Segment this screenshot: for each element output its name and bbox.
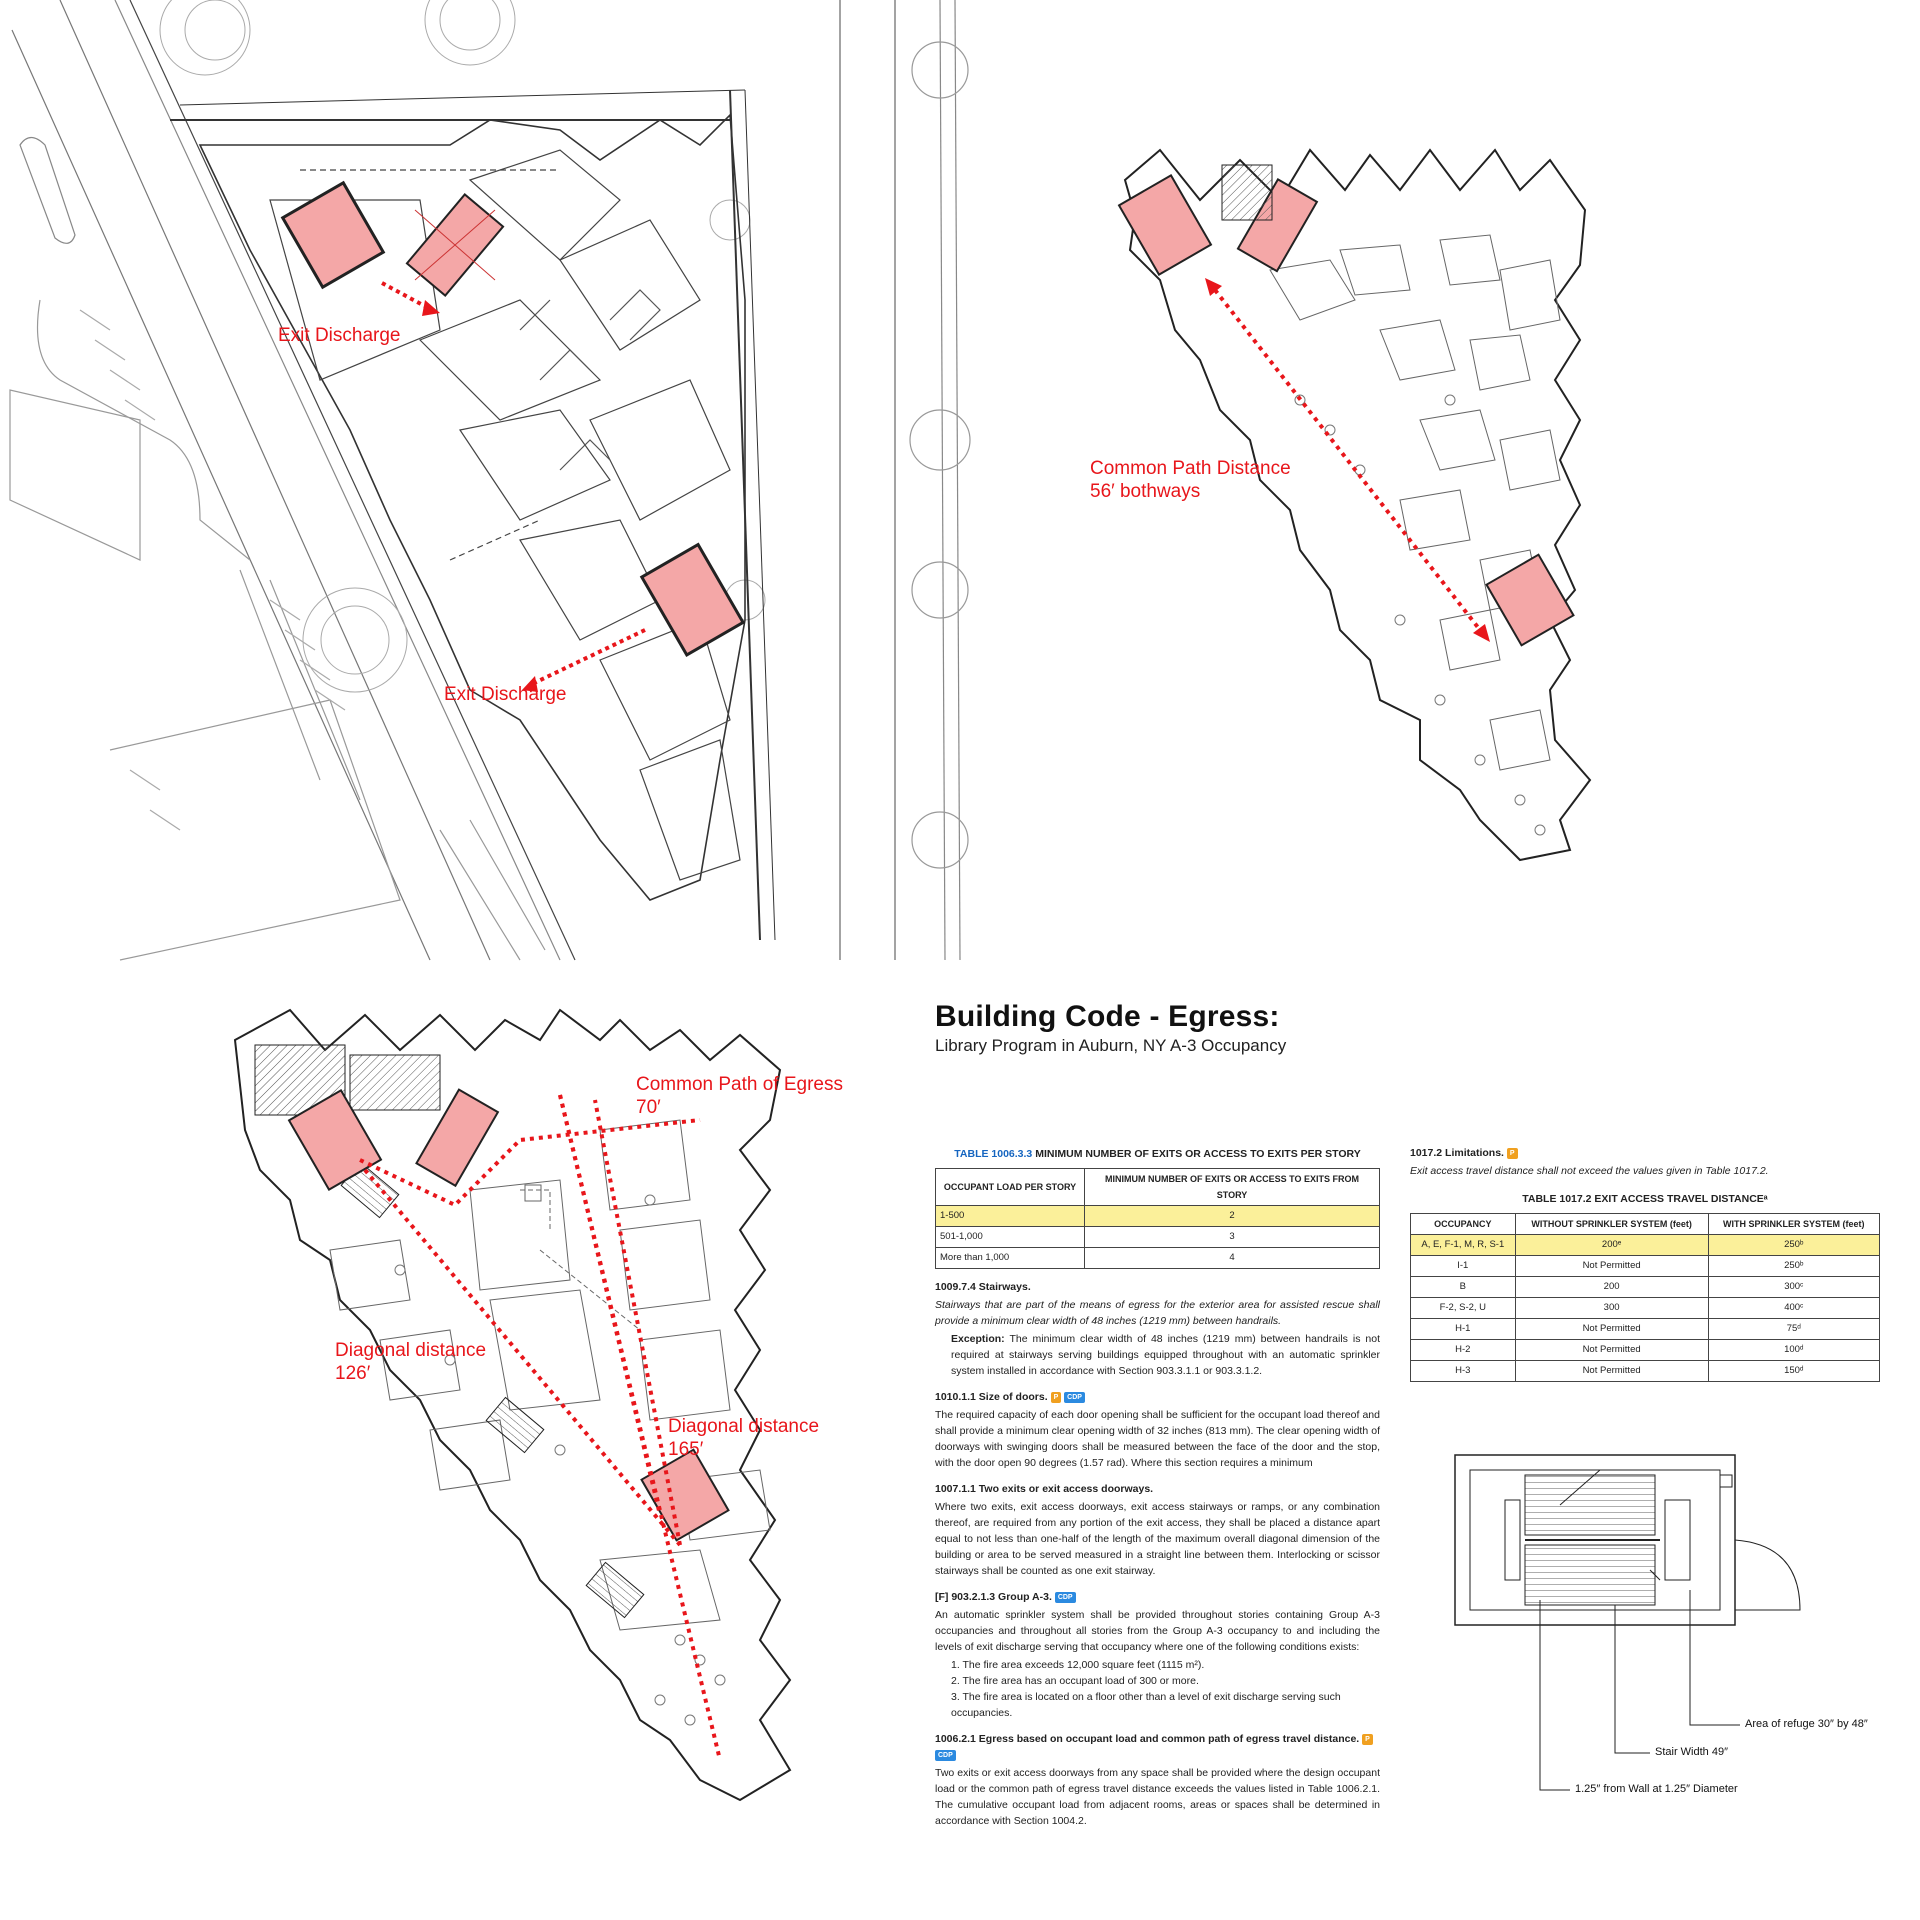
table-cell: 300 bbox=[1515, 1298, 1708, 1319]
table-cell: 4 bbox=[1085, 1248, 1380, 1269]
table-cell: Not Permitted bbox=[1515, 1319, 1708, 1340]
table-row bbox=[1411, 1361, 1880, 1382]
table-cell: 250ᵇ bbox=[1708, 1256, 1879, 1277]
table-1006-header: OCCUPANT LOAD PER STORY bbox=[936, 1169, 1085, 1206]
table-cell: F-2, S-2, U bbox=[1411, 1298, 1516, 1319]
section-903-title bbox=[935, 1589, 1380, 1605]
section-1017-title bbox=[1410, 1145, 1880, 1161]
code-column-right bbox=[1410, 1145, 1880, 1382]
section-1017-body: Exit access travel distance shall not exceed the values given in Table 1017.2. bbox=[1410, 1165, 1769, 1177]
badge-cdp: CDP bbox=[935, 1750, 956, 1761]
label-diagonal-2: Diagonal distance bbox=[668, 1416, 820, 1437]
section-1009-exception bbox=[951, 1331, 1380, 1379]
badge-p: P bbox=[1362, 1734, 1373, 1745]
table-cell: H-1 bbox=[1411, 1319, 1516, 1340]
table-cell: I-1 bbox=[1411, 1256, 1516, 1277]
table-cell: 1-500 bbox=[936, 1206, 1085, 1227]
section-1006-text: Two exits or exit access doorways from any space shall be provided where the design occupant load or the common path of egress travel distance exceeds the values listed in Table 1006.2.1. The cumulative occupant load from adjacent rooms, areas or spaces shall be determined in accordance with Section 1004.2. bbox=[935, 1767, 1380, 1827]
page-subtitle: Library Program in Auburn, NY A-3 Occupancy bbox=[935, 1036, 1287, 1055]
label-exit-discharge-2: Exit Discharge bbox=[444, 684, 567, 705]
table-cell: 200 bbox=[1515, 1277, 1708, 1298]
table-cell: More than 1,000 bbox=[936, 1248, 1085, 1269]
table-cell: H-3 bbox=[1411, 1361, 1516, 1382]
badge-p: P bbox=[1051, 1392, 1062, 1403]
page-title: Building Code - Egress: bbox=[935, 1000, 1280, 1033]
list-item: 1. The fire area exceeds 12,000 square feet (1115 m²). bbox=[951, 1659, 1205, 1671]
section-1006-label: 1006.2.1 Egress based on occupant load and common path of egress travel distance. bbox=[935, 1733, 1360, 1745]
table-1006-title: MINIMUM NUMBER OF EXITS OR ACCESS TO EXITS PER STORY bbox=[1035, 1148, 1361, 1160]
section-1007-title: 1007.1.1 Two exits or exit access doorways. bbox=[935, 1483, 1154, 1495]
table-1006-header: MINIMUM NUMBER OF EXITS OR ACCESS TO EXITS FROM STORY bbox=[1085, 1169, 1380, 1206]
section-1009-body: Stairways that are part of the means of egress for the exterior area for assisted rescue shall provide a minimum clear width of 48 inches (1219 mm) between handrails. bbox=[935, 1299, 1380, 1327]
section-1010-label: 1010.1.1 Size of doors. bbox=[935, 1391, 1048, 1403]
section-1017-text bbox=[1410, 1163, 1880, 1179]
badge-cdp: CDP bbox=[1064, 1392, 1085, 1403]
table-row bbox=[1411, 1298, 1880, 1319]
label-diagonal-1: Diagonal distance bbox=[335, 1340, 487, 1361]
table-cell: Not Permitted bbox=[1515, 1361, 1708, 1382]
table-cell: Not Permitted bbox=[1515, 1256, 1708, 1277]
table-row bbox=[1411, 1340, 1880, 1361]
page-heading bbox=[935, 1000, 1286, 1056]
exception-text: The minimum clear width of 48 inches (1219 mm) between handrails is not required at stairways serving buildings equipped throughout with an automatic sprinkler system installed in accordance with Section 903.3.1.1 or 903.3.1.2. bbox=[951, 1333, 1381, 1377]
section-1006-title bbox=[935, 1731, 1380, 1763]
upper-stair-cores bbox=[1119, 165, 1573, 645]
section-1010-title bbox=[935, 1389, 1380, 1405]
label-common-path-1: Common Path Distance bbox=[1090, 458, 1291, 479]
section-1009-title: 1009.7.4 Stairways. bbox=[935, 1281, 1031, 1293]
table-1017 bbox=[1410, 1213, 1880, 1382]
code-column-left bbox=[935, 1140, 1380, 1831]
section-1007-text: Where two exits, exit access doorways, exit access stairways or ramps, or any combination thereof, are required from any portion of the exit access, they shall be placed a distance apart equal to not less than one-half of the length of the maximum overall diagonal dimension of the building or area to be served measured in a straight line between them. Interlocking or scissor stairways shall be counted as one exit stairway. bbox=[935, 1501, 1380, 1577]
section-1010-text: The required capacity of each door opening shall be sufficient for the occupant load thereof and shall provide a minimum clear opening width of 32 inches (813 mm). The clear opening width of doorways with swinging doors shall be measured between the face of the door and the stop, with the door open 90 degrees (1.57 rad). Where this section requires a minimum bbox=[935, 1409, 1380, 1469]
label-exit-discharge-1: Exit Discharge bbox=[278, 325, 401, 346]
table-row bbox=[1411, 1235, 1880, 1256]
badge-p: P bbox=[1507, 1148, 1518, 1159]
site-exit-arrows bbox=[382, 283, 645, 685]
table-1017-header: OCCUPANCY bbox=[1411, 1214, 1516, 1235]
table-cell: 2 bbox=[1085, 1206, 1380, 1227]
section-1017-label: 1017.2 Limitations. bbox=[1410, 1147, 1504, 1159]
table-row bbox=[1411, 1319, 1880, 1340]
table-cell: Not Permitted bbox=[1515, 1340, 1708, 1361]
site-plan bbox=[10, 0, 970, 960]
table-row bbox=[936, 1227, 1380, 1248]
badge-cdp: CDP bbox=[1055, 1592, 1076, 1603]
table-cell: 100ᵈ bbox=[1708, 1340, 1879, 1361]
table-cell: 150ᵈ bbox=[1708, 1361, 1879, 1382]
table-1006 bbox=[935, 1168, 1380, 1269]
table-row bbox=[936, 1206, 1380, 1227]
table-cell: 300ᶜ bbox=[1708, 1277, 1879, 1298]
table-row bbox=[936, 1248, 1380, 1269]
table-cell: A, E, F-1, M, R, S-1 bbox=[1411, 1235, 1516, 1256]
table-1017-caption: TABLE 1017.2 EXIT ACCESS TRAVEL DISTANCEᵃ bbox=[1522, 1193, 1768, 1205]
label-diagonal-2-value: 165′ bbox=[668, 1439, 704, 1460]
label-common-path-2: 56′ bothways bbox=[1090, 481, 1201, 502]
table-cell: B bbox=[1411, 1277, 1516, 1298]
table-row bbox=[1411, 1256, 1880, 1277]
section-903-text: An automatic sprinkler system shall be provided throughout stories containing Group A-3 occupancies and throughout all stories from the Group A-3 occupancy to and including the levels of exit discharge serving that occupancy where one of the following conditions exists: bbox=[935, 1609, 1380, 1653]
floor-plan-upper bbox=[1125, 150, 1590, 860]
section-903-list bbox=[951, 1657, 1380, 1721]
section-1009-text bbox=[935, 1297, 1380, 1329]
table-cell: 250ᵇ bbox=[1708, 1235, 1879, 1256]
table-cell: 400ᶜ bbox=[1708, 1298, 1879, 1319]
exception-label: Exception: bbox=[951, 1333, 1005, 1345]
stair-label-width: Stair Width 49″ bbox=[1655, 1746, 1728, 1758]
list-item: 2. The fire area has an occupant load of 300 or more. bbox=[951, 1675, 1199, 1687]
table-cell: 3 bbox=[1085, 1227, 1380, 1248]
list-item: 3. The fire area is located on a floor other than a level of exit discharge serving such occupancies. bbox=[951, 1691, 1341, 1719]
label-common-egress-2: 70′ bbox=[636, 1097, 661, 1118]
table-1017-header: WITH SPRINKLER SYSTEM (feet) bbox=[1708, 1214, 1879, 1235]
table-cell: 200ᵉ bbox=[1515, 1235, 1708, 1256]
table-1006-id: TABLE 1006.3.3 bbox=[954, 1148, 1033, 1160]
label-diagonal-1-value: 126′ bbox=[335, 1363, 371, 1384]
stair-label-refuge: Area of refuge 30″ by 48″ bbox=[1745, 1718, 1868, 1730]
table-cell: 501-1,000 bbox=[936, 1227, 1085, 1248]
table-row bbox=[1411, 1277, 1880, 1298]
table-1017-header: WITHOUT SPRINKLER SYSTEM (feet) bbox=[1515, 1214, 1708, 1235]
table-1006-caption bbox=[935, 1146, 1380, 1162]
stair-detail bbox=[1455, 1455, 1800, 1790]
table-cell: 75ᵈ bbox=[1708, 1319, 1879, 1340]
section-903-label: [F] 903.2.1.3 Group A-3. bbox=[935, 1591, 1052, 1603]
table-cell: H-2 bbox=[1411, 1340, 1516, 1361]
stair-label-rail: 1.25″ from Wall at 1.25″ Diameter bbox=[1575, 1783, 1738, 1795]
label-common-egress-1: Common Path of Egress bbox=[636, 1074, 843, 1095]
